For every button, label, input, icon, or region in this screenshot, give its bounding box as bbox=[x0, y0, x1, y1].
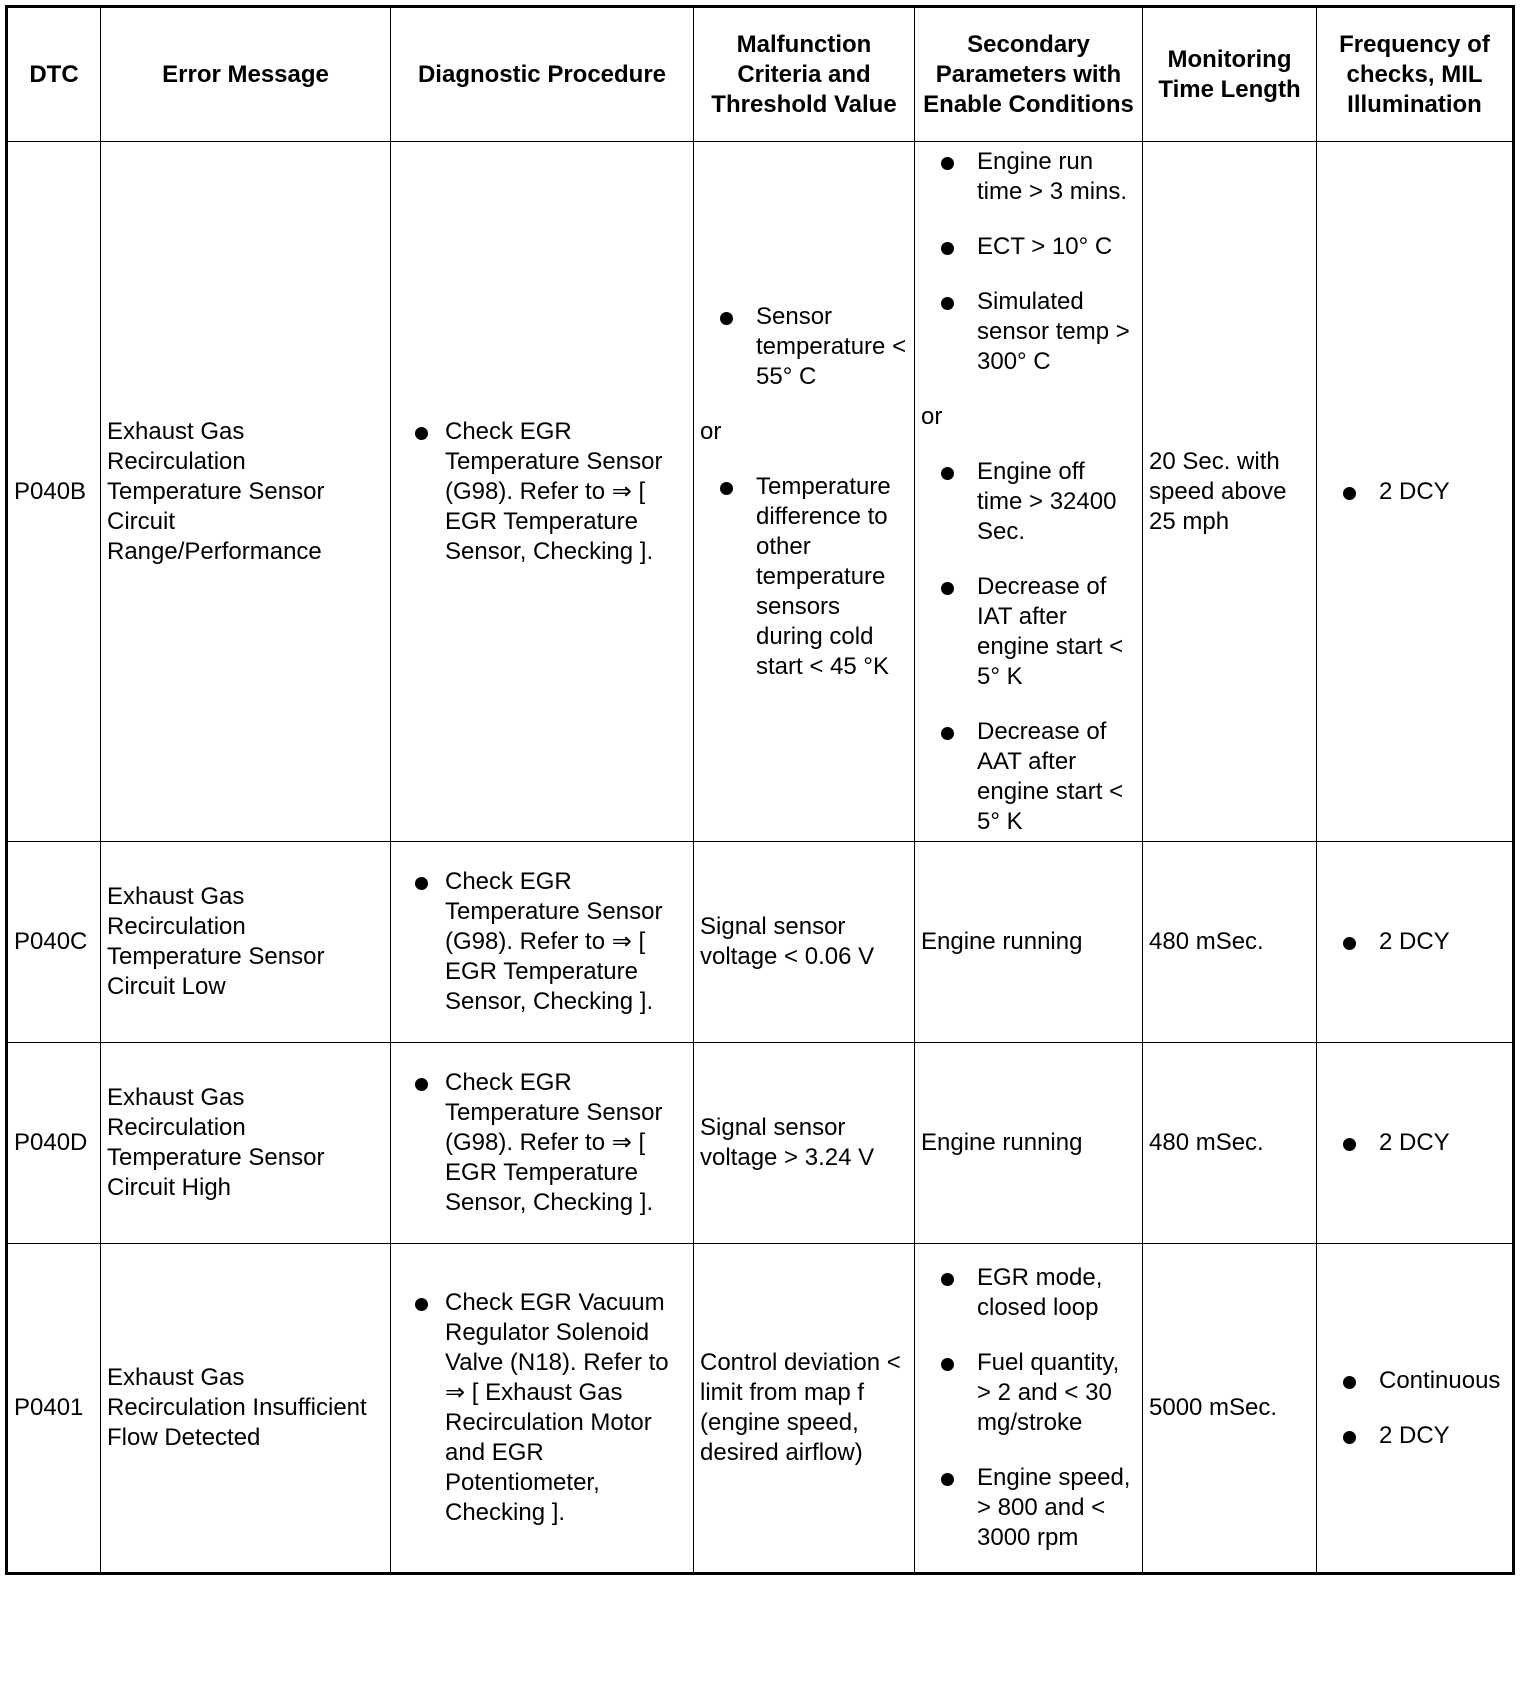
dtc-code: P040C bbox=[7, 842, 101, 1043]
frequency-item: 2 DCY bbox=[1323, 927, 1506, 957]
secondary-parameters: Engine running bbox=[915, 1043, 1143, 1244]
malfunction-criterion-item: Sensor temperature < 55° C bbox=[700, 302, 908, 392]
monitoring-time: 480 mSec. bbox=[1143, 842, 1317, 1043]
enable-condition-item: Engine speed, > 800 and < 3000 rpm bbox=[921, 1463, 1136, 1553]
header-frequency-mil: Frequency of checks, MIL Illumination bbox=[1317, 7, 1514, 142]
diagnostic-procedure bbox=[391, 1043, 694, 1244]
frequency-mil bbox=[1317, 142, 1514, 842]
header-monitoring-time: Monitoring Time Length bbox=[1143, 7, 1317, 142]
header-error-message: Error Message bbox=[101, 7, 391, 142]
enable-condition-item: Simulated sensor temp > 300° C bbox=[921, 287, 1136, 377]
diagnostic-step-item: Check EGR Vacuum Regulator Solenoid Valve (N18). Refer to ⇒ [ Exhaust Gas Recirculation Motor and EGR Potentiometer, Checking ]. bbox=[397, 1288, 687, 1528]
enable-condition-or-separator: or bbox=[921, 402, 943, 430]
header-row bbox=[7, 7, 1514, 142]
enable-condition-list bbox=[921, 147, 1136, 377]
malfunction-criteria: Control deviation < limit from map f (engine speed, desired airflow) bbox=[694, 1244, 915, 1574]
dtc-code: P040B bbox=[7, 142, 101, 842]
secondary-parameters: Engine running bbox=[915, 842, 1143, 1043]
diagnostic-step-list bbox=[397, 867, 687, 1017]
table-row bbox=[7, 1244, 1514, 1574]
diagnostic-procedure bbox=[391, 142, 694, 842]
malfunction-criteria: Signal sensor voltage < 0.06 V bbox=[694, 842, 915, 1043]
table-row bbox=[7, 1043, 1514, 1244]
enable-condition-item: Engine run time > 3 mins. bbox=[921, 147, 1136, 207]
enable-condition-item: Decrease of IAT after engine start < 5° K bbox=[921, 572, 1136, 692]
frequency-list bbox=[1323, 477, 1506, 507]
secondary-parameters bbox=[915, 1244, 1143, 1574]
dtc-table bbox=[5, 5, 1515, 1575]
enable-condition-item: Fuel quantity, > 2 and < 30 mg/stroke bbox=[921, 1348, 1136, 1438]
frequency-item: 2 DCY bbox=[1323, 477, 1506, 507]
error-message: Exhaust Gas Recirculation Temperature Sensor Circuit High bbox=[101, 1043, 391, 1244]
header-secondary-parameters: Secondary Parameters with Enable Conditions bbox=[915, 7, 1143, 142]
table-row bbox=[7, 842, 1514, 1043]
malfunction-criteria: Signal sensor voltage > 3.24 V bbox=[694, 1043, 915, 1244]
diagnostic-step-item: Check EGR Temperature Sensor (G98). Refer to ⇒ [ EGR Temperature Sensor, Checking ]. bbox=[397, 867, 687, 1017]
frequency-list bbox=[1323, 927, 1506, 957]
malfunction-criterion-or-separator: or bbox=[700, 417, 722, 445]
table-row bbox=[7, 142, 1514, 842]
error-message: Exhaust Gas Recirculation Temperature Sensor Circuit Low bbox=[101, 842, 391, 1043]
frequency-item: 2 DCY bbox=[1323, 1421, 1506, 1451]
monitoring-time: 480 mSec. bbox=[1143, 1043, 1317, 1244]
frequency-mil bbox=[1317, 1043, 1514, 1244]
frequency-mil bbox=[1317, 1244, 1514, 1574]
malfunction-criteria bbox=[694, 142, 915, 842]
secondary-parameters bbox=[915, 142, 1143, 842]
enable-condition-item: ECT > 10° C bbox=[921, 232, 1136, 262]
diagnostic-step-item: Check EGR Temperature Sensor (G98). Refer to ⇒ [ EGR Temperature Sensor, Checking ]. bbox=[397, 1068, 687, 1218]
dtc-code: P0401 bbox=[7, 1244, 101, 1574]
monitoring-time: 20 Sec. with speed above 25 mph bbox=[1143, 142, 1317, 842]
diagnostic-step-list bbox=[397, 1288, 687, 1528]
malfunction-criterion-list bbox=[700, 302, 908, 392]
diagnostic-step-item: Check EGR Temperature Sensor (G98). Refer to ⇒ [ EGR Temperature Sensor, Checking ]. bbox=[397, 417, 687, 567]
enable-condition-list bbox=[921, 1263, 1136, 1553]
enable-condition-item: EGR mode, closed loop bbox=[921, 1263, 1136, 1323]
header-malfunction-criteria: Malfunction Criteria and Threshold Value bbox=[694, 7, 915, 142]
enable-condition-item: Decrease of AAT after engine start < 5° K bbox=[921, 717, 1136, 837]
enable-condition-list bbox=[921, 457, 1136, 837]
malfunction-criterion-item: Temperature difference to other temperature sensors during cold start < 45 °K bbox=[700, 472, 908, 682]
diagnostic-procedure bbox=[391, 842, 694, 1043]
frequency-list bbox=[1323, 1366, 1506, 1451]
frequency-item: Continuous bbox=[1323, 1366, 1506, 1396]
table-header bbox=[7, 7, 1514, 142]
malfunction-criterion-list bbox=[700, 472, 908, 682]
diagnostic-step-list bbox=[397, 417, 687, 567]
diagnostic-procedure bbox=[391, 1244, 694, 1574]
dtc-code: P040D bbox=[7, 1043, 101, 1244]
frequency-mil bbox=[1317, 842, 1514, 1043]
frequency-item: 2 DCY bbox=[1323, 1128, 1506, 1158]
error-message: Exhaust Gas Recirculation Temperature Sensor Circuit Range/Performance bbox=[101, 142, 391, 842]
enable-condition-item: Engine off time > 32400 Sec. bbox=[921, 457, 1136, 547]
table-body bbox=[7, 142, 1514, 1574]
frequency-list bbox=[1323, 1128, 1506, 1158]
header-dtc: DTC bbox=[7, 7, 101, 142]
diagnostic-step-list bbox=[397, 1068, 687, 1218]
error-message: Exhaust Gas Recirculation Insufficient Flow Detected bbox=[101, 1244, 391, 1574]
header-diagnostic-procedure: Diagnostic Procedure bbox=[391, 7, 694, 142]
monitoring-time: 5000 mSec. bbox=[1143, 1244, 1317, 1574]
